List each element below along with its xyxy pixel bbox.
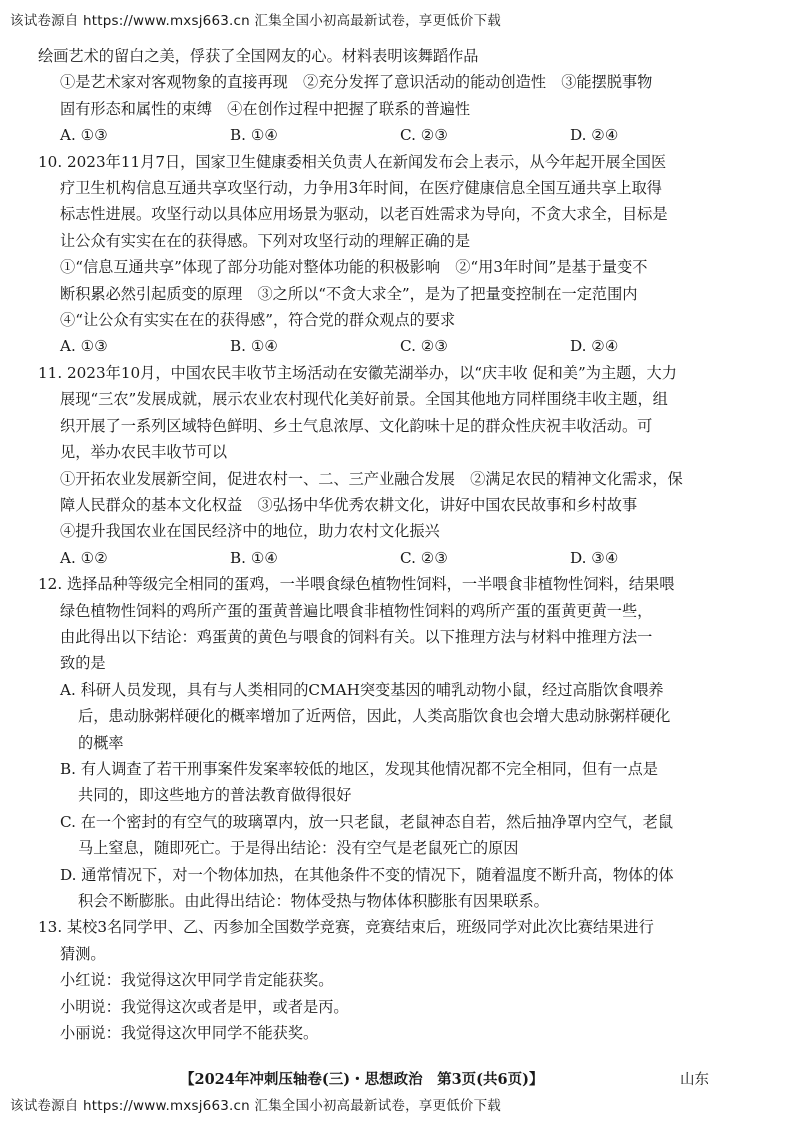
text-line: 断积累必然引起质变的原理 ③之所以“不贪大求全”，是为了把量变控制在一定范围内 bbox=[60, 284, 638, 303]
text-line: 障人民群众的基本文化权益 ③弘扬中华优秀农耕文化，讲好中国农民故事和乡村故事 bbox=[60, 495, 638, 514]
question-11 bbox=[38, 360, 758, 571]
option-c: C. ②③ bbox=[400, 337, 448, 356]
option-d: D. ②④ bbox=[570, 337, 619, 356]
watermark-top: 该试卷源自 https://www.mxsj663.cn 汇集全国小初高最新试卷，享更低价下载 bbox=[10, 13, 502, 29]
option-b: B. ①④ bbox=[230, 126, 279, 145]
question-10 bbox=[38, 149, 758, 360]
option-c: C. ②③ bbox=[400, 126, 448, 145]
answer-options bbox=[38, 122, 758, 148]
question-13 bbox=[38, 914, 758, 1046]
text-line: 绿色植物性饲料的鸡所产蛋的蛋黄普遍比喂食非植物性饲料的鸡所产蛋的蛋黄更黄一些， bbox=[60, 601, 653, 620]
option-d: D. ②④ bbox=[570, 126, 619, 145]
text-line: 致的是 bbox=[60, 654, 106, 673]
question-stem: 13. 某校3名同学甲、乙、丙参加全国数学竞赛，竞赛结束后，班级同学对此次比赛结果进行 bbox=[38, 918, 654, 937]
choice-line: 马上窒息，随即死亡。于是得出结论：没有空气是老鼠死亡的原因 bbox=[78, 839, 519, 858]
choice-line: 的概率 bbox=[78, 733, 124, 752]
text-line: 小红说：我觉得这次甲同学肯定能获奖。 bbox=[60, 971, 334, 990]
text-line: 见，举办农民丰收节可以 bbox=[60, 443, 228, 462]
question-9-continuation bbox=[38, 43, 758, 149]
choice-line: 积会不断膨胀。由此得出结论：物体受热与物体体积膨胀有因果联系。 bbox=[78, 892, 549, 910]
choice-line: B. 有人调查了若干刑事案件发案率较低的地区，发现其他情况都不完全相同，但有一点是 bbox=[60, 759, 658, 778]
text-line: 展现“三农”发展成就，展示农业农村现代化美好前景。全国其他地方同样围绕丰收主题，组 bbox=[60, 390, 668, 409]
option-c: C. ②③ bbox=[400, 548, 448, 567]
option-a: A. ①③ bbox=[60, 337, 108, 356]
choice-d bbox=[38, 862, 758, 915]
text-line: 疗卫生机构信息互通共享攻坚行动，力争用3年时间，在医疗健康信息全国互通共享上取得 bbox=[60, 179, 662, 198]
text-line: 织开展了一系列区域特色鲜明、乡土气息浓厚、文化韵味十足的群众性庆祝丰收活动。可 bbox=[60, 416, 653, 435]
footer-title: 【2024年冲刺压轴卷(三)・思想政治 第3页(共6页)】 bbox=[180, 1071, 544, 1088]
option-a: A. ①② bbox=[60, 548, 108, 567]
choice-line: 共同的，即这些地方的普法教育做得很好 bbox=[78, 786, 352, 805]
question-stem: 10. 2023年11月7日，国家卫生健康委相关负责人在新闻发布会上表示，从今年起开展全国医 bbox=[38, 152, 667, 171]
choice-a bbox=[38, 677, 758, 756]
question-stem: 12. 选择品种等级完全相同的蛋鸡，一半喂食绿色植物性饲料，一半喂食非植物性饲料，结果喂 bbox=[38, 575, 675, 594]
option-a: A. ①③ bbox=[60, 126, 108, 145]
exam-page bbox=[38, 43, 758, 1046]
question-stem: 11. 2023年10月，中国农民丰收节主场活动在安徽芜湖举办，以“庆丰收 促和美”为主题，大力 bbox=[38, 363, 677, 382]
text-line: ④“让公众有实实在在的获得感”，符合党的群众观点的要求 bbox=[60, 311, 456, 330]
footer-province: 山东 bbox=[680, 1072, 709, 1088]
text-line: 猜测。 bbox=[60, 944, 106, 963]
choice-b bbox=[38, 756, 758, 809]
text-line: 固有形态和属性的束缚 ④在创作过程中把握了联系的普遍性 bbox=[60, 99, 471, 118]
option-b: B. ①④ bbox=[230, 337, 279, 356]
option-b: B. ①④ bbox=[230, 548, 279, 567]
text-line: 标志性进展。攻坚行动以具体应用场景为驱动，以老百姓需求为导向，不贪大求全，目标是 bbox=[60, 205, 668, 224]
text-line: 小明说：我觉得这次或者是甲，或者是丙。 bbox=[60, 997, 349, 1016]
text-line: ①“信息互通共享”体现了部分功能对整体功能的积极影响 ②“用3年时间”是基于量变不 bbox=[60, 258, 648, 277]
choice-line: C. 在一个密封的有空气的玻璃罩内，放一只老鼠，老鼠神态自若，然后抽净罩内空气，老鼠 bbox=[60, 812, 674, 831]
choice-line: A. 科研人员发现，具有与人类相同的CMAH突变基因的哺乳动物小鼠，经过高脂饮食喂养 bbox=[60, 680, 664, 699]
choice-line: D. 通常情况下，对一个物体加热，在其他条件不变的情况下，随着温度不断升高，物体的体 bbox=[60, 865, 674, 884]
answer-options bbox=[38, 333, 758, 359]
choice-line: 后，患动脉粥样硬化的概率增加了近两倍，因此，人类高脂饮食也会增大患动脉粥样硬化 bbox=[78, 707, 671, 726]
text-line: 小丽说：我觉得这次甲同学不能获奖。 bbox=[60, 1024, 319, 1043]
text-line: 由此得出以下结论：鸡蛋黄的黄色与喂食的饲料有关。以下推理方法与材料中推理方法一 bbox=[60, 627, 653, 646]
watermark-bottom: 该试卷源自 https://www.mxsj663.cn 汇集全国小初高最新试卷，享更低价下载 bbox=[10, 1098, 502, 1114]
text-line: 让公众有实实在在的获得感。下列对攻坚行动的理解正确的是 bbox=[60, 231, 471, 250]
text-line: ①开拓农业发展新空间，促进农村一、二、三产业融合发展 ②满足农民的精神文化需求，保 bbox=[60, 469, 683, 488]
text-line: 绘画艺术的留白之美，俘获了全国网友的心。材料表明该舞蹈作品 bbox=[38, 47, 479, 65]
text-line: ④提升我国农业在国民经济中的地位，助力农村文化振兴 bbox=[60, 522, 440, 541]
option-d: D. ③④ bbox=[570, 548, 619, 567]
choice-c bbox=[38, 809, 758, 862]
question-12 bbox=[38, 571, 758, 914]
page-footer bbox=[0, 1068, 794, 1094]
text-line: ①是艺术家对客观物象的直接再现 ②充分发挥了意识活动的能动创造性 ③能摆脱事物 bbox=[60, 73, 653, 92]
answer-options bbox=[38, 545, 758, 571]
